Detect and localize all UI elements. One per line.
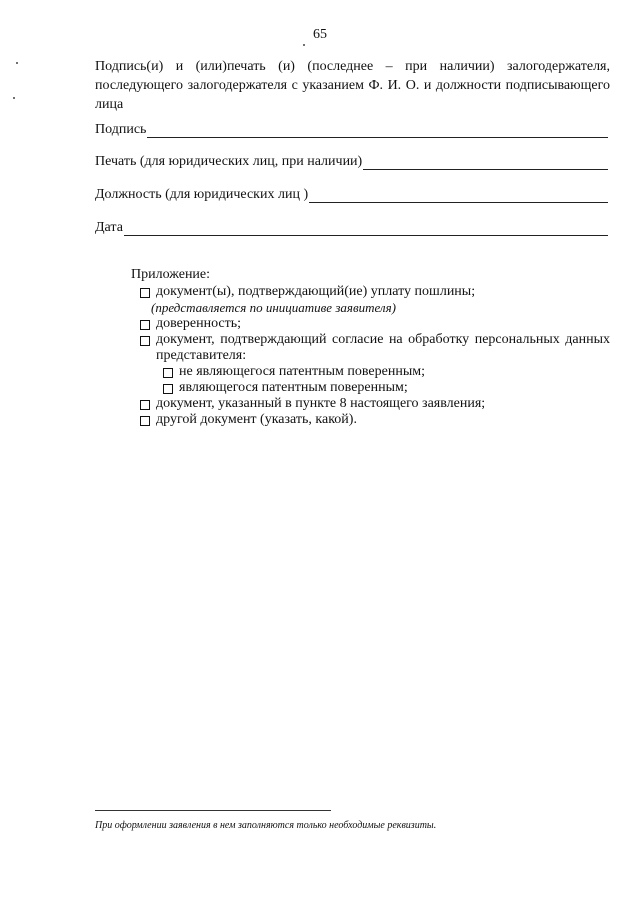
page-number: 65 [313,27,327,42]
seal-line[interactable] [363,156,608,170]
scan-speck [16,62,18,64]
date-field[interactable] [95,220,608,236]
appendix-item-point8[interactable] [140,396,610,412]
appendix-item-label: документ(ы), подтверждающий(ие) уплату пошлины; [156,284,476,299]
footnote-divider [95,810,331,811]
position-field[interactable] [95,187,608,203]
appendix-item-label: являющегося патентным поверенным; [179,380,408,395]
checkbox-other[interactable] [140,416,150,426]
checkbox-point8[interactable] [140,400,150,410]
appendix-section [95,267,610,428]
scan-speck [13,97,15,99]
appendix-subitem-attorney[interactable] [163,380,610,396]
checkbox-attorney[interactable] [163,384,173,394]
position-label: Должность (для юридических лиц ) [95,187,309,202]
scan-speck [303,44,305,46]
signature-line[interactable] [147,124,608,138]
date-label: Дата [95,220,123,235]
signature-label: Подпись [95,122,147,137]
seal-field[interactable] [95,154,608,170]
appendix-item-label: другой документ (указать, какой). [156,412,357,427]
appendix-item-label: не являющегося патентным поверенным; [179,364,425,379]
appendix-item-fee[interactable] [140,284,610,300]
seal-label: Печать (для юридических лиц, при наличии) [95,154,363,169]
signature-instruction: Подпись(и) и (или)печать (и) (последнее – при наличии) залогодержателя, последующего залогодержателя с указанием Ф. И. О. и должности подписывающего лица [95,59,610,112]
appendix-item-other[interactable] [140,412,610,428]
checkbox-power-of-attorney[interactable] [140,320,150,330]
date-line[interactable] [124,222,608,236]
appendix-item-label: документ, подтверждающий согласие на обработку персональных данных представителя: [156,332,610,363]
checkbox-consent[interactable] [140,336,150,346]
fee-note: (представляется по инициативе заявителя) [151,300,396,315]
signature-field[interactable] [95,122,608,138]
appendix-subitem-not-attorney[interactable] [163,364,610,380]
appendix-item-power-of-attorney[interactable] [140,316,610,332]
appendix-item-label: документ, указанный в пункте 8 настоящего заявления; [156,396,486,411]
position-line[interactable] [309,189,608,203]
appendix-item-consent[interactable] [140,332,610,364]
checkbox-fee[interactable] [140,288,150,298]
appendix-item-label: доверенность; [156,316,242,331]
appendix-title: Приложение: [131,267,211,282]
footnote: При оформлении заявления в нем заполняются только необходимые реквизиты. [95,820,437,831]
checkbox-not-attorney[interactable] [163,368,173,378]
